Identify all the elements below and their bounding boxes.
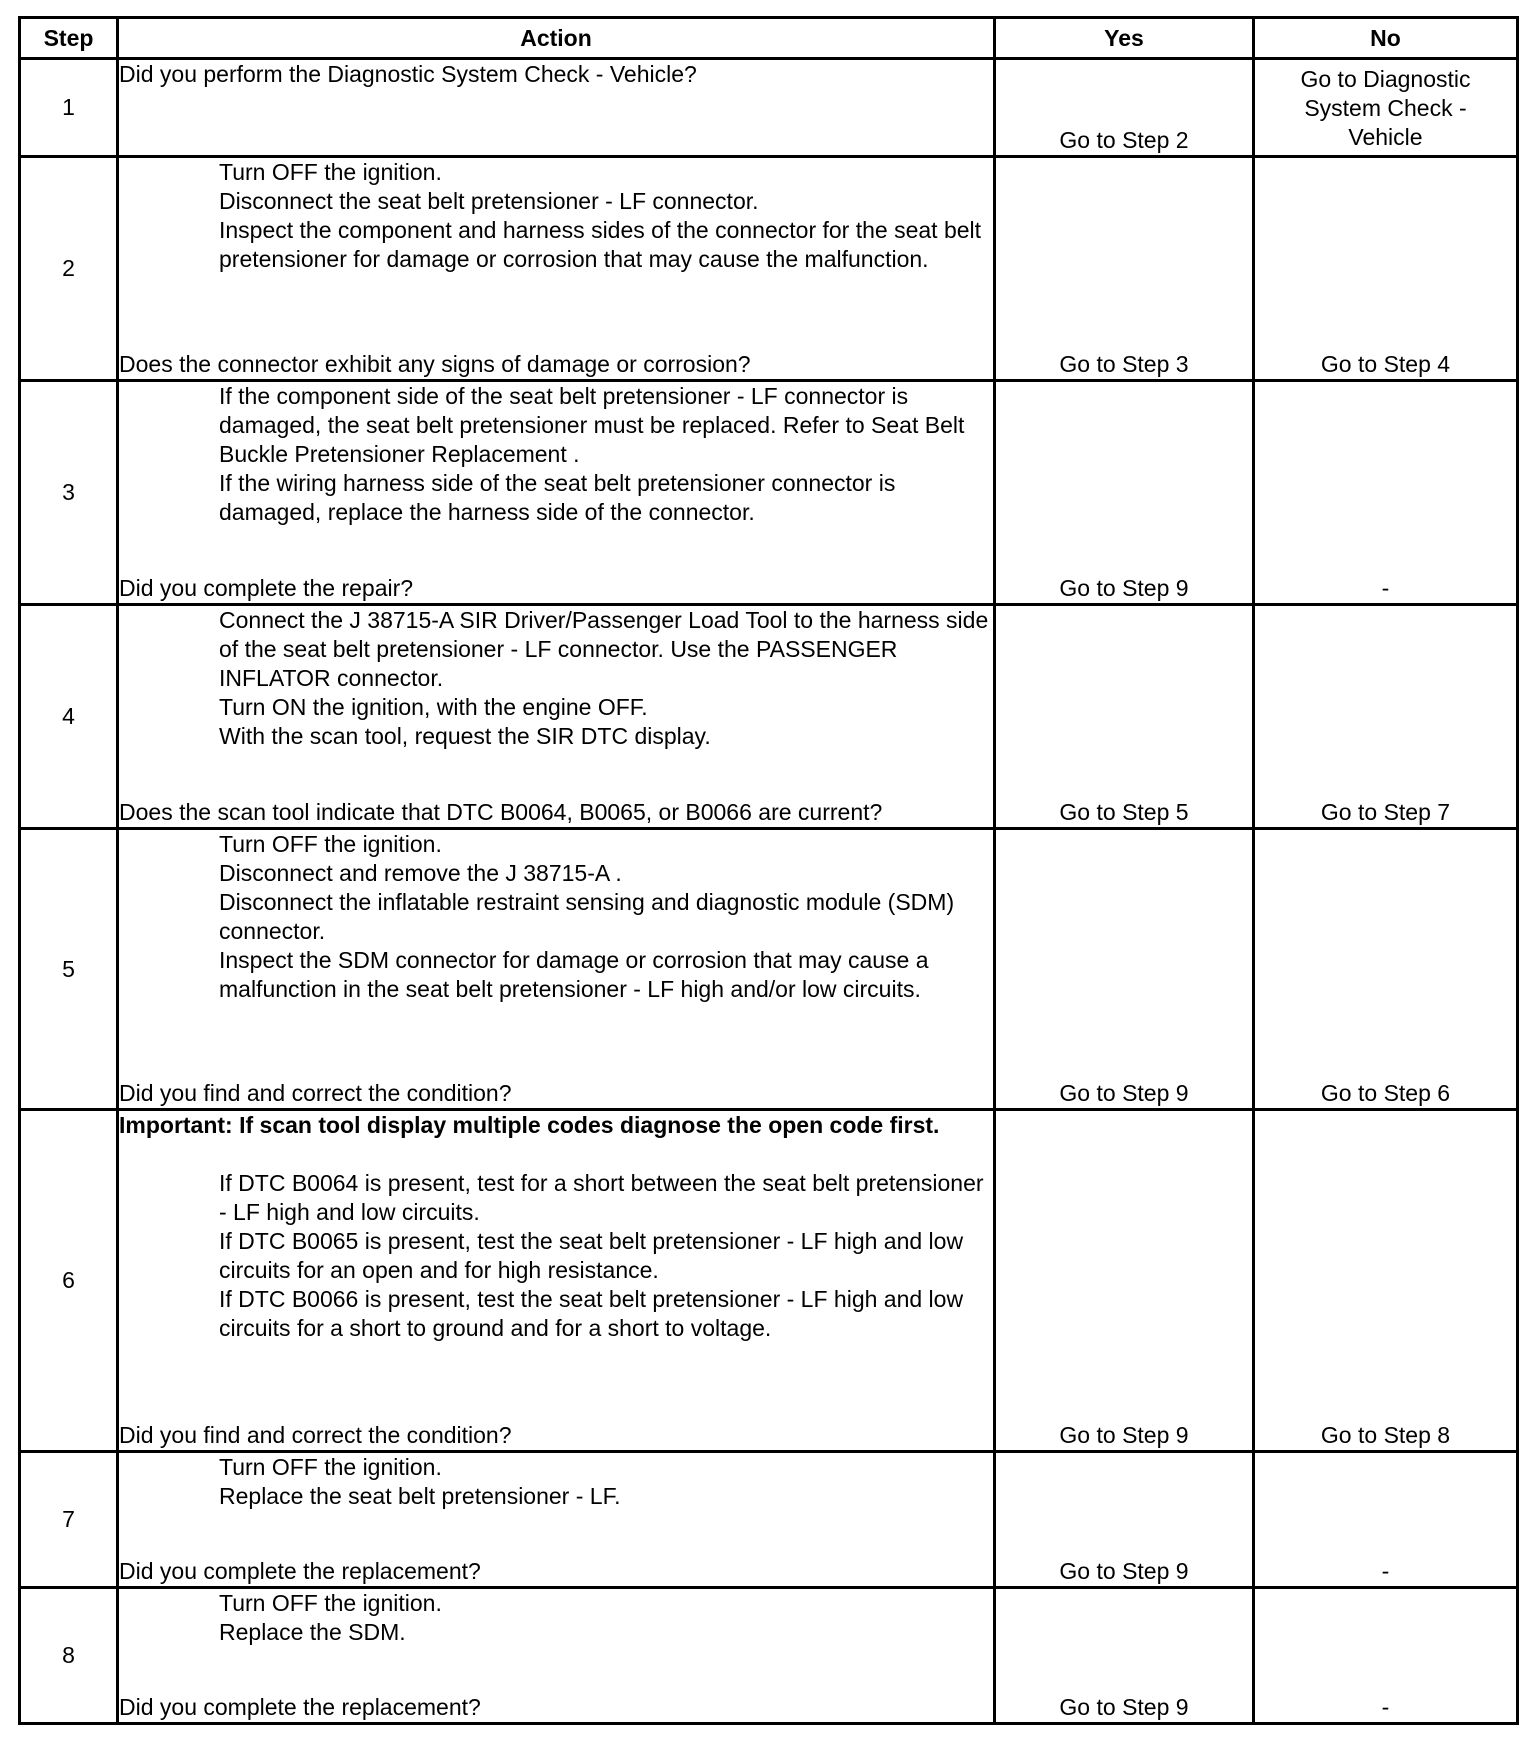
substep-text: With the scan tool, request the SIR DTC display.	[219, 723, 711, 749]
question-text: Does the scan tool indicate that DTC B0064, B0065, or B0066 are current?	[119, 799, 883, 825]
no-result: Go to Step 8	[1254, 1110, 1518, 1452]
yes-result: Go to Step 9	[995, 1452, 1254, 1588]
yes-result: Go to Step 9	[995, 381, 1254, 605]
substep-text: If the component side of the seat belt pretensioner - LF connector is damaged, the seat belt pretensioner must be replaced. Refer to Seat Belt Buckle Pretensioner Replacement .	[219, 383, 965, 467]
substep-text: Turn OFF the ignition.	[219, 159, 442, 185]
header-action: Action	[118, 18, 995, 59]
header-yes: Yes	[995, 18, 1254, 59]
header-row	[20, 18, 1518, 59]
substep-text: If DTC B0065 is present, test the seat belt pretensioner - LF high and low circuits for an open and for high resistance.	[219, 1228, 964, 1283]
header-no: No	[1254, 18, 1518, 59]
step-number: 6	[20, 1110, 118, 1452]
yes-result: Go to Step 3	[995, 157, 1254, 381]
step-number: 2	[20, 157, 118, 381]
header-step: Step	[20, 18, 118, 59]
no-result: -	[1254, 1588, 1518, 1724]
question-text: Did you complete the replacement?	[119, 1558, 481, 1584]
yes-result: Go to Step 9	[995, 1110, 1254, 1452]
question-text: Did you perform the Diagnostic System Check - Vehicle?	[119, 61, 697, 87]
diagnostic-table-container	[18, 16, 1516, 1725]
substep-text: Turn OFF the ignition.	[219, 1590, 442, 1616]
substep-text: Turn OFF the ignition.	[219, 1454, 442, 1480]
step-number: 5	[20, 829, 118, 1110]
table-row	[20, 1110, 1518, 1452]
question-text: Did you find and correct the condition?	[119, 1422, 512, 1448]
substep-text: Inspect the component and harness sides of the connector for the seat belt pretensioner for damage or corrosion that may cause the malfunction.	[219, 217, 982, 272]
no-result: Go to Step 4	[1254, 157, 1518, 381]
action-cell	[118, 59, 995, 157]
substep-text: Replace the seat belt pretensioner - LF.	[219, 1483, 621, 1509]
substep-text: Inspect the SDM connector for damage or corrosion that may cause a malfunction in the seat belt pretensioner - LF high and/or low circuits.	[219, 947, 929, 1002]
substep-list	[119, 1589, 993, 1647]
substep-text: If DTC B0064 is present, test for a short between the seat belt pretensioner - LF high and low circuits.	[219, 1170, 984, 1225]
no-result: -	[1254, 381, 1518, 605]
substep-list	[119, 382, 993, 527]
substep-list	[119, 1453, 993, 1511]
table-row	[20, 605, 1518, 829]
substep-text: Disconnect and remove the J 38715-A .	[219, 860, 622, 886]
important-note: Important: If scan tool display multiple codes diagnose the open code first.	[119, 1112, 940, 1138]
action-cell	[118, 829, 995, 1110]
no-result: Go to Step 7	[1254, 605, 1518, 829]
step-number: 4	[20, 605, 118, 829]
yes-result: Go to Step 2	[995, 59, 1254, 157]
action-cell	[118, 605, 995, 829]
diagnostic-table	[18, 16, 1519, 1725]
substep-list	[119, 606, 993, 751]
substep-list	[119, 1169, 993, 1343]
action-cell	[118, 1452, 995, 1588]
substep-text: Connect the J 38715-A SIR Driver/Passenger Load Tool to the harness side of the seat belt pretensioner - LF connector. Use the PASSENGER INFLATOR connector.	[219, 607, 989, 691]
substep-text: Turn ON the ignition, with the engine OFF.	[219, 694, 648, 720]
question-text: Did you complete the replacement?	[119, 1694, 481, 1720]
action-cell	[118, 157, 995, 381]
substep-text: Disconnect the inflatable restraint sensing and diagnostic module (SDM) connector.	[219, 889, 955, 944]
question-text: Does the connector exhibit any signs of damage or corrosion?	[119, 351, 751, 377]
substep-text: Disconnect the seat belt pretensioner - LF connector.	[219, 188, 759, 214]
action-cell	[118, 381, 995, 605]
table-row	[20, 157, 1518, 381]
no-result: Go to Step 6	[1254, 829, 1518, 1110]
table-row	[20, 1452, 1518, 1588]
yes-result: Go to Step 9	[995, 1588, 1254, 1724]
substep-list	[119, 158, 993, 274]
table-row	[20, 59, 1518, 157]
substep-list	[119, 830, 993, 1004]
question-text: Did you complete the repair?	[119, 575, 414, 601]
table-row	[20, 1588, 1518, 1724]
step-number: 7	[20, 1452, 118, 1588]
substep-text: If DTC B0066 is present, test the seat belt pretensioner - LF high and low circuits for a short to ground and for a short to voltage.	[219, 1286, 964, 1341]
yes-result: Go to Step 9	[995, 829, 1254, 1110]
no-result: Go to Diagnostic System Check - Vehicle	[1254, 59, 1518, 157]
action-cell	[118, 1588, 995, 1724]
table-row	[20, 381, 1518, 605]
question-text: Did you find and correct the condition?	[119, 1080, 512, 1106]
step-number: 3	[20, 381, 118, 605]
substep-text: Replace the SDM.	[219, 1619, 406, 1645]
yes-result: Go to Step 5	[995, 605, 1254, 829]
action-cell	[118, 1110, 995, 1452]
step-number: 1	[20, 59, 118, 157]
table-row	[20, 829, 1518, 1110]
no-result: -	[1254, 1452, 1518, 1588]
step-number: 8	[20, 1588, 118, 1724]
substep-text: Turn OFF the ignition.	[219, 831, 442, 857]
substep-text: If the wiring harness side of the seat belt pretensioner connector is damaged, replace the harness side of the connector.	[219, 470, 896, 525]
